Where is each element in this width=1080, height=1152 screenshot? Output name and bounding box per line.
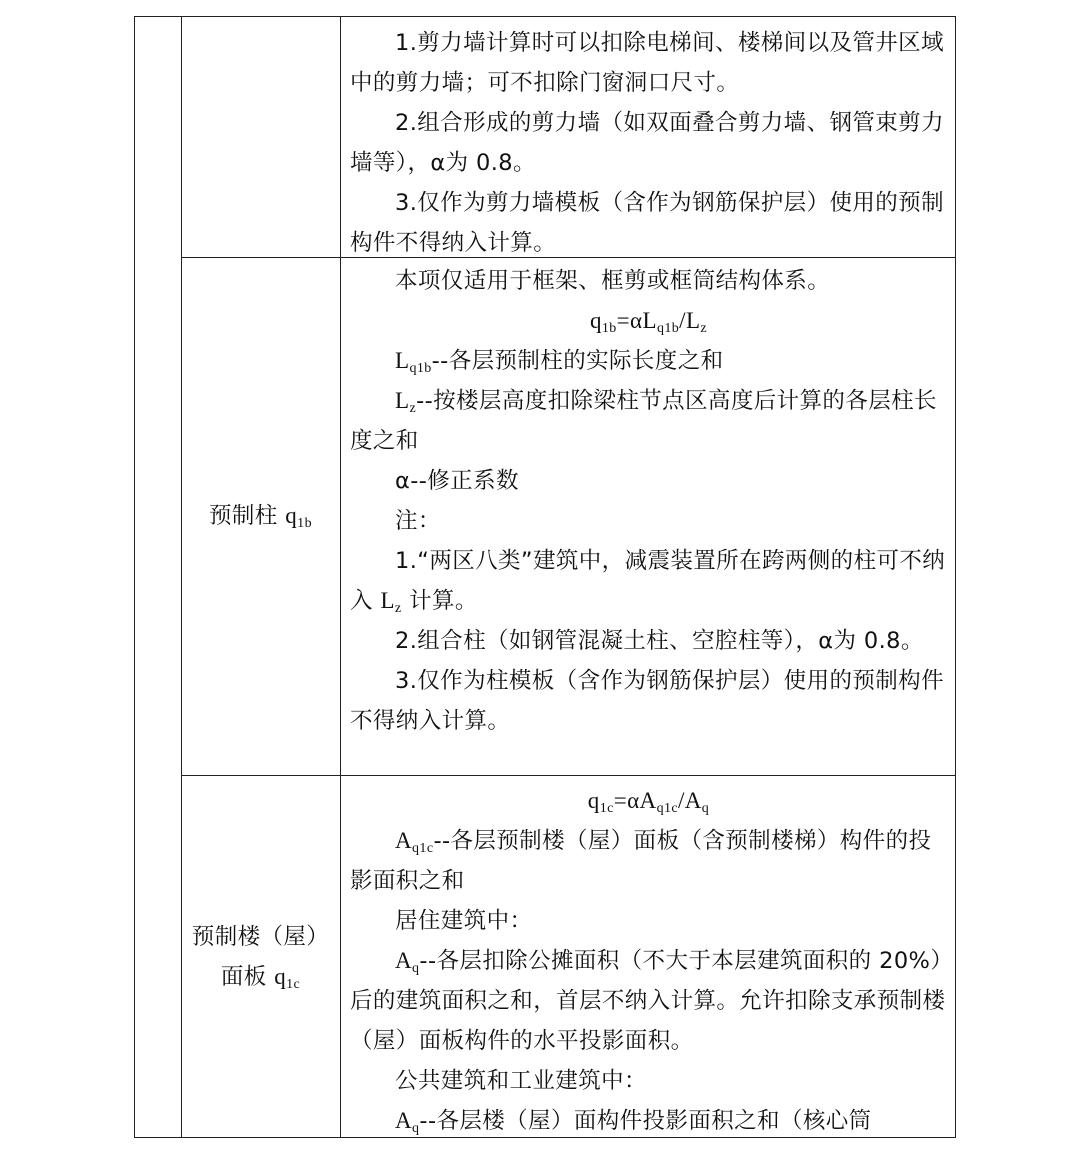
slab-def-aq-public: $A_q--$各层楼（屋）面构件投影面积之和（核心筒 <box>395 1108 872 1136</box>
column-note-3: 3.仅作为柱模板（含作为钢筋保护层）使用的预制构件不得纳入计算。 <box>350 668 944 734</box>
shear-wall-note-1: 1.剪力墙计算时可以扣除电梯间、楼梯间以及管井区域中的剪力墙；可不扣除门窗洞口尺寸。 <box>350 30 944 96</box>
column-def-lq1b: $L_{q1b}--$各层预制柱的实际长度之和 <box>395 348 724 376</box>
shear-wall-note-2: 2.组合形成的剪力墙（如双面叠合剪力墙、钢管束剪力墙等），α为 0.8。 <box>350 110 944 176</box>
slab-formula: $q_{1c}=\alpha A_{q1c}/A_q$ <box>587 788 710 816</box>
slab-item-label <box>181 775 340 1139</box>
spec-table <box>134 16 956 1138</box>
column-divider-2 <box>340 17 341 1137</box>
slab-label-line-2: 面板 $q_{1c}$ <box>220 964 301 992</box>
column-item-label <box>181 257 340 775</box>
slab-content-cell <box>350 781 947 1141</box>
slab-def-aq-residential: $A_q--$各层扣除公摊面积（不大于本层建筑面积的 20%）后的建筑面积之和，首层不纳入计算。允许扣除支承预制楼（屋）面板构件的水平投影面积。 <box>350 948 946 1054</box>
slab-residential-heading: 居住建筑中： <box>395 908 533 934</box>
column-label-line: 预制柱 $q_{1b}$ <box>209 503 312 531</box>
slab-public-heading: 公共建筑和工业建筑中： <box>395 1068 647 1094</box>
column-content-cell <box>350 261 947 741</box>
shear-wall-note-3: 3.仅作为剪力墙模板（含作为钢筋保护层）使用的预制构件不得纳入计算。 <box>350 190 944 256</box>
column-scope: 本项仅适用于框架、框剪或框筒结构体系。 <box>395 268 831 294</box>
column-note-heading: 注： <box>395 508 441 534</box>
column-formula: $q_{1b}=\alpha L_{q1b}/L_z$ <box>589 308 708 336</box>
column-note-1: 1.“两区八类”建筑中，减震装置所在跨两侧的柱可不纳入 $L_z$ 计算。 <box>350 548 946 616</box>
column-note-2: 2.组合柱（如钢管混凝土柱、空腔柱等），α为 0.8。 <box>395 628 924 654</box>
shear-wall-notes-cell <box>350 23 947 263</box>
column-def-alpha: α--修正系数 <box>395 468 519 494</box>
slab-def-aq1c: $A_{q1c}--$各层预制楼（屋）面板（含预制楼梯）构件的投影面积之和 <box>350 828 932 894</box>
column-def-lz: $L_z--$按楼层高度扣除梁柱节点区高度后计算的各层柱长度之和 <box>350 388 937 454</box>
slab-label-line-1: 预制楼（屋） <box>191 924 330 950</box>
